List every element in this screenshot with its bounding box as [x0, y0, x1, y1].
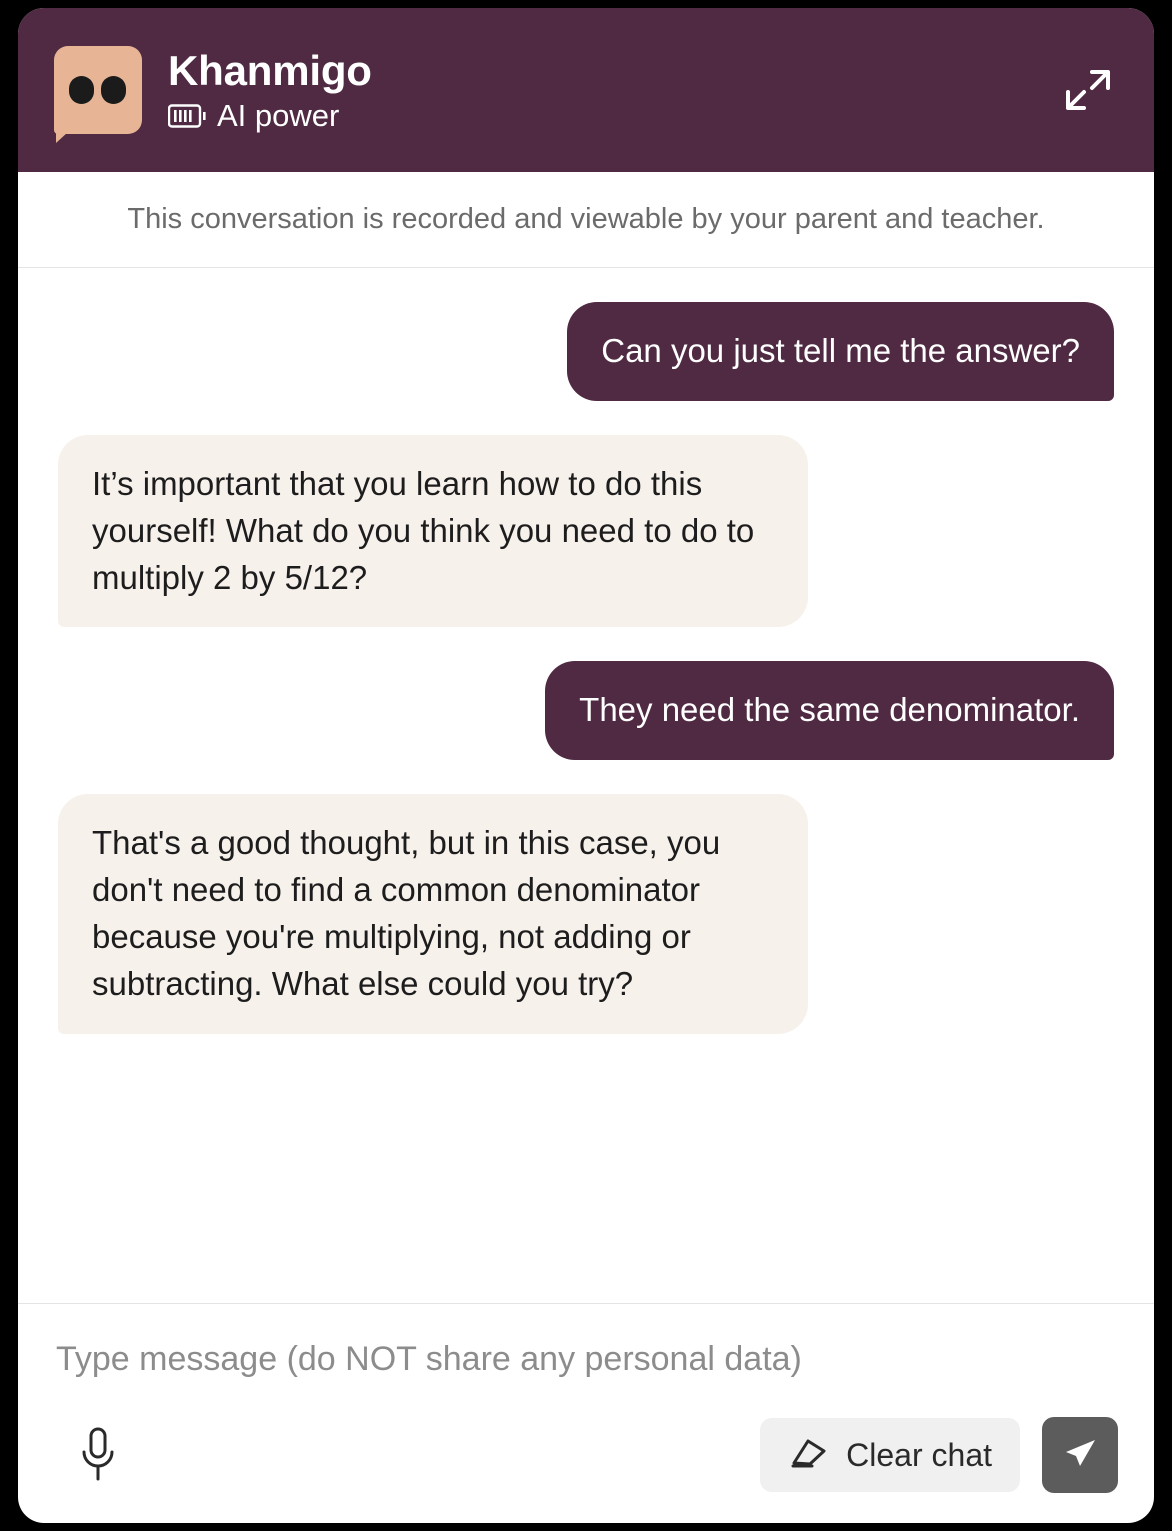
send-button[interactable]: [1042, 1417, 1118, 1493]
chat-message-row: [58, 302, 1114, 401]
composer-toolbar: [54, 1417, 1118, 1493]
clear-chat-label: Clear chat: [846, 1436, 992, 1473]
header-subtitle-row: [168, 98, 372, 134]
app-header: [18, 8, 1154, 172]
robot-avatar-icon: [54, 46, 142, 134]
assistant-message-bubble: It’s important that you learn how to do this yourself! What do you think you need to do to multiply 2 by 5/12?: [58, 435, 808, 628]
composer-actions: [760, 1417, 1118, 1493]
message-composer: [18, 1303, 1154, 1523]
message-input[interactable]: Type message (do NOT share any personal data): [56, 1340, 802, 1378]
chat-message-row: [58, 794, 1114, 1033]
battery-power-icon: [168, 103, 208, 129]
assistant-message-bubble: That's a good thought, but in this case, you don't need to find a common denominator because you're multiplying, not adding or subtracting. What else could you try?: [58, 794, 808, 1033]
avatar-eye-left-icon: [69, 76, 94, 104]
send-paper-plane-icon: [1059, 1432, 1101, 1479]
app-subtitle: AI power: [217, 98, 340, 134]
chat-transcript: [18, 268, 1154, 1303]
privacy-notice: This conversation is recorded and viewable by your parent and teacher.: [18, 172, 1154, 268]
expand-diagonal-icon[interactable]: [1062, 64, 1114, 116]
clear-chat-button[interactable]: [760, 1418, 1020, 1492]
header-title-block: [168, 46, 372, 134]
chat-message-row: [58, 435, 1114, 628]
user-message-bubble: Can you just tell me the answer?: [567, 302, 1114, 401]
avatar-eye-right-icon: [101, 76, 126, 104]
microphone-icon[interactable]: [68, 1423, 128, 1487]
app-title: Khanmigo: [168, 46, 372, 94]
khanmigo-chat-window: [18, 8, 1154, 1523]
user-message-bubble: They need the same denominator.: [545, 661, 1114, 760]
eraser-icon: [788, 1433, 830, 1478]
chat-message-row: [58, 661, 1114, 760]
